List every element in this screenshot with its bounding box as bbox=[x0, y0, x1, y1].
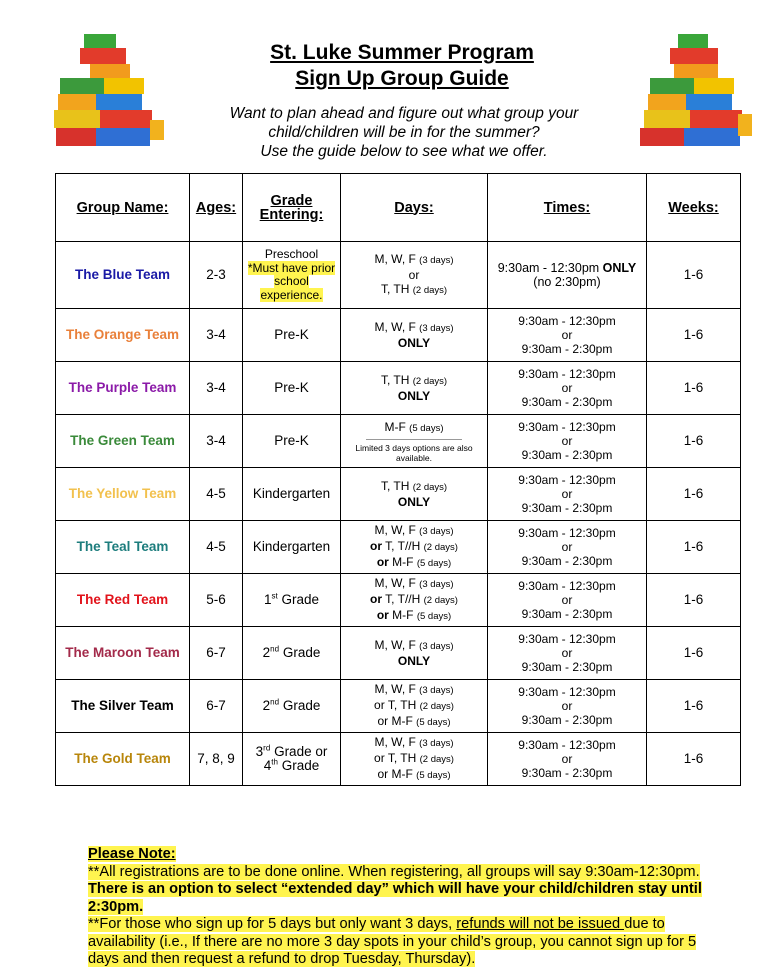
weeks-cell: 1-6 bbox=[647, 733, 741, 786]
note-paragraph-2: There is an option to select “extended day” which will have your child/children stay until 2:30pm. bbox=[88, 881, 702, 915]
ages-cell: 7, 8, 9 bbox=[190, 733, 243, 786]
grade-cell bbox=[243, 242, 341, 309]
days-text: M, W, F bbox=[374, 576, 416, 590]
days-or: or bbox=[376, 608, 389, 622]
days-text: M, W, F bbox=[374, 252, 416, 266]
table-row bbox=[56, 521, 741, 574]
times-cell bbox=[488, 415, 647, 468]
days-count: (5 days) bbox=[416, 717, 451, 728]
time-text: (no 2:30pm) bbox=[533, 275, 601, 289]
grade-cell bbox=[243, 627, 341, 680]
ages-cell: 6-7 bbox=[190, 680, 243, 733]
grade-number: 2 bbox=[262, 698, 271, 713]
table-row bbox=[56, 242, 741, 309]
days-cell bbox=[341, 680, 488, 733]
please-note-section bbox=[88, 846, 708, 969]
time-text: 9:30am - 12:30pm bbox=[518, 314, 616, 328]
column-header-times: Times: bbox=[488, 174, 647, 242]
grade-number: 4 bbox=[263, 758, 272, 773]
days-text: or M-F bbox=[377, 767, 413, 781]
days-or: or bbox=[376, 555, 389, 569]
days-text: M, W, F bbox=[374, 320, 416, 334]
days-divider bbox=[366, 439, 462, 440]
table-row bbox=[56, 680, 741, 733]
days-count: (3 days) bbox=[419, 641, 454, 652]
days-text: or T, TH bbox=[374, 698, 417, 712]
times-cell bbox=[488, 468, 647, 521]
table-row bbox=[56, 574, 741, 627]
grade-text: Preschool bbox=[264, 247, 319, 261]
days-only: ONLY bbox=[397, 654, 431, 668]
time-or: or bbox=[561, 593, 573, 607]
days-count: (2 days) bbox=[419, 754, 454, 765]
days-count: (5 days) bbox=[409, 422, 444, 434]
team-name: The Orange Team bbox=[56, 309, 190, 362]
lego-bricks-left-image bbox=[50, 28, 166, 152]
column-header-group-name: Group Name: bbox=[56, 174, 190, 242]
days-text: T, TH bbox=[380, 479, 410, 493]
days-text: or M-F bbox=[377, 714, 413, 728]
days-text: or T, TH bbox=[374, 751, 417, 765]
time-text: 9:30am - 12:30pm bbox=[518, 738, 616, 752]
days-only: ONLY bbox=[397, 389, 431, 403]
days-or: or bbox=[370, 592, 383, 606]
days-text: T, T//H bbox=[385, 592, 421, 606]
grade-cell: Kindergarten bbox=[243, 468, 341, 521]
days-text: T, TH bbox=[380, 282, 410, 296]
days-text: M, W, F bbox=[374, 735, 416, 749]
time-text: 9:30am - 2:30pm bbox=[521, 554, 613, 568]
weeks-cell: 1-6 bbox=[647, 468, 741, 521]
days-cell bbox=[341, 521, 488, 574]
time-text: 9:30am - 2:30pm bbox=[521, 660, 613, 674]
time-text: 9:30am - 12:30pm bbox=[518, 632, 616, 646]
time-text: 9:30am - 2:30pm bbox=[521, 342, 613, 356]
team-name: The Red Team bbox=[56, 574, 190, 627]
group-guide-table bbox=[55, 173, 741, 786]
days-count: (3 days) bbox=[419, 579, 454, 590]
time-text: 9:30am - 12:30pm bbox=[518, 685, 616, 699]
grade-number: 1 bbox=[263, 592, 272, 607]
ages-cell: 6-7 bbox=[190, 627, 243, 680]
days-count: (3 days) bbox=[419, 255, 454, 266]
table-row bbox=[56, 733, 741, 786]
ages-cell: 3-4 bbox=[190, 415, 243, 468]
grade-word: Grade bbox=[282, 698, 321, 713]
ages-cell: 3-4 bbox=[190, 362, 243, 415]
days-cell bbox=[341, 733, 488, 786]
time-or: or bbox=[561, 487, 573, 501]
team-name: The Green Team bbox=[56, 415, 190, 468]
days-count: (3 days) bbox=[419, 685, 454, 696]
grade-note: *Must have prior bbox=[247, 260, 336, 275]
table-row bbox=[56, 415, 741, 468]
time-text: 9:30am - 12:30pm bbox=[518, 473, 616, 487]
days-count: (3 days) bbox=[419, 738, 454, 749]
grade-cell bbox=[243, 574, 341, 627]
weeks-cell: 1-6 bbox=[647, 242, 741, 309]
team-name: The Purple Team bbox=[56, 362, 190, 415]
time-only: ONLY bbox=[602, 261, 637, 275]
days-or: or bbox=[408, 268, 420, 282]
weeks-cell: 1-6 bbox=[647, 521, 741, 574]
team-name: The Silver Team bbox=[56, 680, 190, 733]
time-text: 9:30am - 12:30pm bbox=[518, 579, 616, 593]
days-cell bbox=[341, 362, 488, 415]
table-row bbox=[56, 627, 741, 680]
weeks-cell: 1-6 bbox=[647, 309, 741, 362]
weeks-cell: 1-6 bbox=[647, 415, 741, 468]
time-text: 9:30am - 12:30pm bbox=[518, 420, 616, 434]
times-cell bbox=[488, 242, 647, 309]
days-cell bbox=[341, 627, 488, 680]
grade-word: Grade bbox=[281, 758, 320, 773]
time-or: or bbox=[561, 328, 573, 342]
grade-suffix: st bbox=[271, 591, 278, 601]
time-or: or bbox=[561, 752, 573, 766]
table-row bbox=[56, 468, 741, 521]
days-text: T, T//H bbox=[385, 539, 421, 553]
note-paragraph-3b: due to availability (i.e., If there are no more 3 day spots in your child’s group, you cannot sign up for 5 days and then request a refund to drop Tuesday, Thursday). bbox=[88, 916, 697, 967]
days-count: (5 days) bbox=[416, 611, 452, 622]
column-header-ages: Ages: bbox=[190, 174, 243, 242]
days-note: Limited 3 days options are also available. bbox=[355, 442, 473, 463]
days-text: M, W, F bbox=[374, 523, 416, 537]
days-cell bbox=[341, 242, 488, 309]
days-count: (2 days) bbox=[412, 482, 448, 493]
grade-word: Grade or bbox=[274, 744, 328, 759]
table-row bbox=[56, 362, 741, 415]
intro-line-1: Want to plan ahead and figure out what group your bbox=[229, 105, 579, 122]
days-count: (2 days) bbox=[412, 376, 448, 387]
grade-number: 2 bbox=[262, 645, 271, 660]
weeks-cell: 1-6 bbox=[647, 627, 741, 680]
column-header-days: Days: bbox=[341, 174, 488, 242]
intro-line-3: Use the guide below to see what we offer. bbox=[260, 143, 548, 160]
team-name: The Blue Team bbox=[56, 242, 190, 309]
note-paragraph-3a: **For those who sign up for 5 days but only want 3 days, bbox=[88, 916, 457, 932]
days-cell bbox=[341, 574, 488, 627]
times-cell bbox=[488, 521, 647, 574]
times-cell bbox=[488, 362, 647, 415]
page-title-line-1: St. Luke Summer Program bbox=[270, 41, 534, 64]
time-text: 9:30am - 2:30pm bbox=[521, 766, 613, 780]
column-header-weeks: Weeks: bbox=[647, 174, 741, 242]
lego-bricks-right-image bbox=[638, 28, 754, 152]
ages-cell: 4-5 bbox=[190, 468, 243, 521]
grade-cell bbox=[243, 733, 341, 786]
grade-header-line-2: Entering: bbox=[259, 206, 324, 223]
days-text: M, W, F bbox=[374, 638, 416, 652]
grade-suffix: rd bbox=[263, 743, 271, 753]
table-row bbox=[56, 309, 741, 362]
grade-note: experience. bbox=[260, 287, 323, 302]
time-or: or bbox=[561, 699, 573, 713]
grade-suffix: nd bbox=[270, 697, 280, 707]
time-or: or bbox=[561, 434, 573, 448]
grade-suffix: nd bbox=[270, 644, 280, 654]
weeks-cell: 1-6 bbox=[647, 680, 741, 733]
times-cell bbox=[488, 309, 647, 362]
days-text: M-F bbox=[392, 555, 414, 569]
time-text: 9:30am - 2:30pm bbox=[521, 501, 613, 515]
days-count: (2 days) bbox=[419, 701, 454, 712]
days-only: ONLY bbox=[397, 336, 431, 350]
times-cell bbox=[488, 733, 647, 786]
days-count: (2 days) bbox=[423, 542, 458, 553]
grade-word: Grade bbox=[281, 592, 320, 607]
time-text: 9:30am - 12:30pm bbox=[497, 261, 600, 275]
team-name: The Teal Team bbox=[56, 521, 190, 574]
note-paragraph-1: **All registrations are to be done online. When registering, all groups will say 9:30am-12:30pm. bbox=[88, 863, 700, 880]
time-text: 9:30am - 2:30pm bbox=[521, 395, 613, 409]
grade-suffix: th bbox=[271, 757, 278, 767]
days-cell bbox=[341, 468, 488, 521]
grade-word: Grade bbox=[282, 645, 321, 660]
grade-cell: Pre-K bbox=[243, 415, 341, 468]
time-text: 9:30am - 12:30pm bbox=[518, 367, 616, 381]
time-text: 9:30am - 2:30pm bbox=[521, 448, 613, 462]
ages-cell: 3-4 bbox=[190, 309, 243, 362]
grade-cell: Pre-K bbox=[243, 362, 341, 415]
grade-note: school bbox=[274, 274, 309, 288]
days-count: (2 days) bbox=[412, 285, 448, 296]
grade-cell: Pre-K bbox=[243, 309, 341, 362]
table-header-row bbox=[56, 174, 741, 242]
ages-cell: 2-3 bbox=[190, 242, 243, 309]
time-text: 9:30am - 2:30pm bbox=[521, 713, 613, 727]
grade-number: 3 bbox=[255, 744, 264, 759]
days-count: (3 days) bbox=[419, 323, 454, 334]
days-count: (2 days) bbox=[423, 595, 458, 606]
times-cell bbox=[488, 680, 647, 733]
days-cell bbox=[341, 415, 488, 468]
times-cell bbox=[488, 574, 647, 627]
note-paragraph-3-underlined: refunds will not be issued bbox=[456, 916, 625, 932]
intro-text bbox=[190, 104, 618, 161]
time-or: or bbox=[561, 646, 573, 660]
time-or: or bbox=[561, 540, 573, 554]
page-title-line-2: Sign Up Group Guide bbox=[295, 67, 509, 90]
time-text: 9:30am - 2:30pm bbox=[521, 607, 613, 621]
team-name: The Yellow Team bbox=[56, 468, 190, 521]
intro-line-2: child/children will be in for the summer? bbox=[268, 124, 540, 141]
ages-cell: 4-5 bbox=[190, 521, 243, 574]
column-header-grade bbox=[243, 174, 341, 242]
days-text: M-F bbox=[392, 608, 414, 622]
grade-cell: Kindergarten bbox=[243, 521, 341, 574]
weeks-cell: 1-6 bbox=[647, 362, 741, 415]
days-cell bbox=[341, 309, 488, 362]
times-cell bbox=[488, 627, 647, 680]
days-count: (3 days) bbox=[419, 526, 454, 537]
days-only: ONLY bbox=[397, 495, 431, 509]
days-text: T, TH bbox=[380, 373, 410, 387]
note-heading: Please Note: bbox=[88, 846, 176, 862]
grade-header-line-1: Grade bbox=[270, 192, 313, 209]
days-count: (5 days) bbox=[416, 770, 451, 781]
time-text: 9:30am - 12:30pm bbox=[518, 526, 616, 540]
grade-cell bbox=[243, 680, 341, 733]
ages-cell: 5-6 bbox=[190, 574, 243, 627]
time-or: or bbox=[561, 381, 573, 395]
team-name: The Gold Team bbox=[56, 733, 190, 786]
weeks-cell: 1-6 bbox=[647, 574, 741, 627]
team-name: The Maroon Team bbox=[56, 627, 190, 680]
days-text: M-F bbox=[384, 419, 406, 434]
days-text: M, W, F bbox=[374, 682, 416, 696]
days-count: (5 days) bbox=[416, 558, 452, 569]
days-or: or bbox=[370, 539, 383, 553]
